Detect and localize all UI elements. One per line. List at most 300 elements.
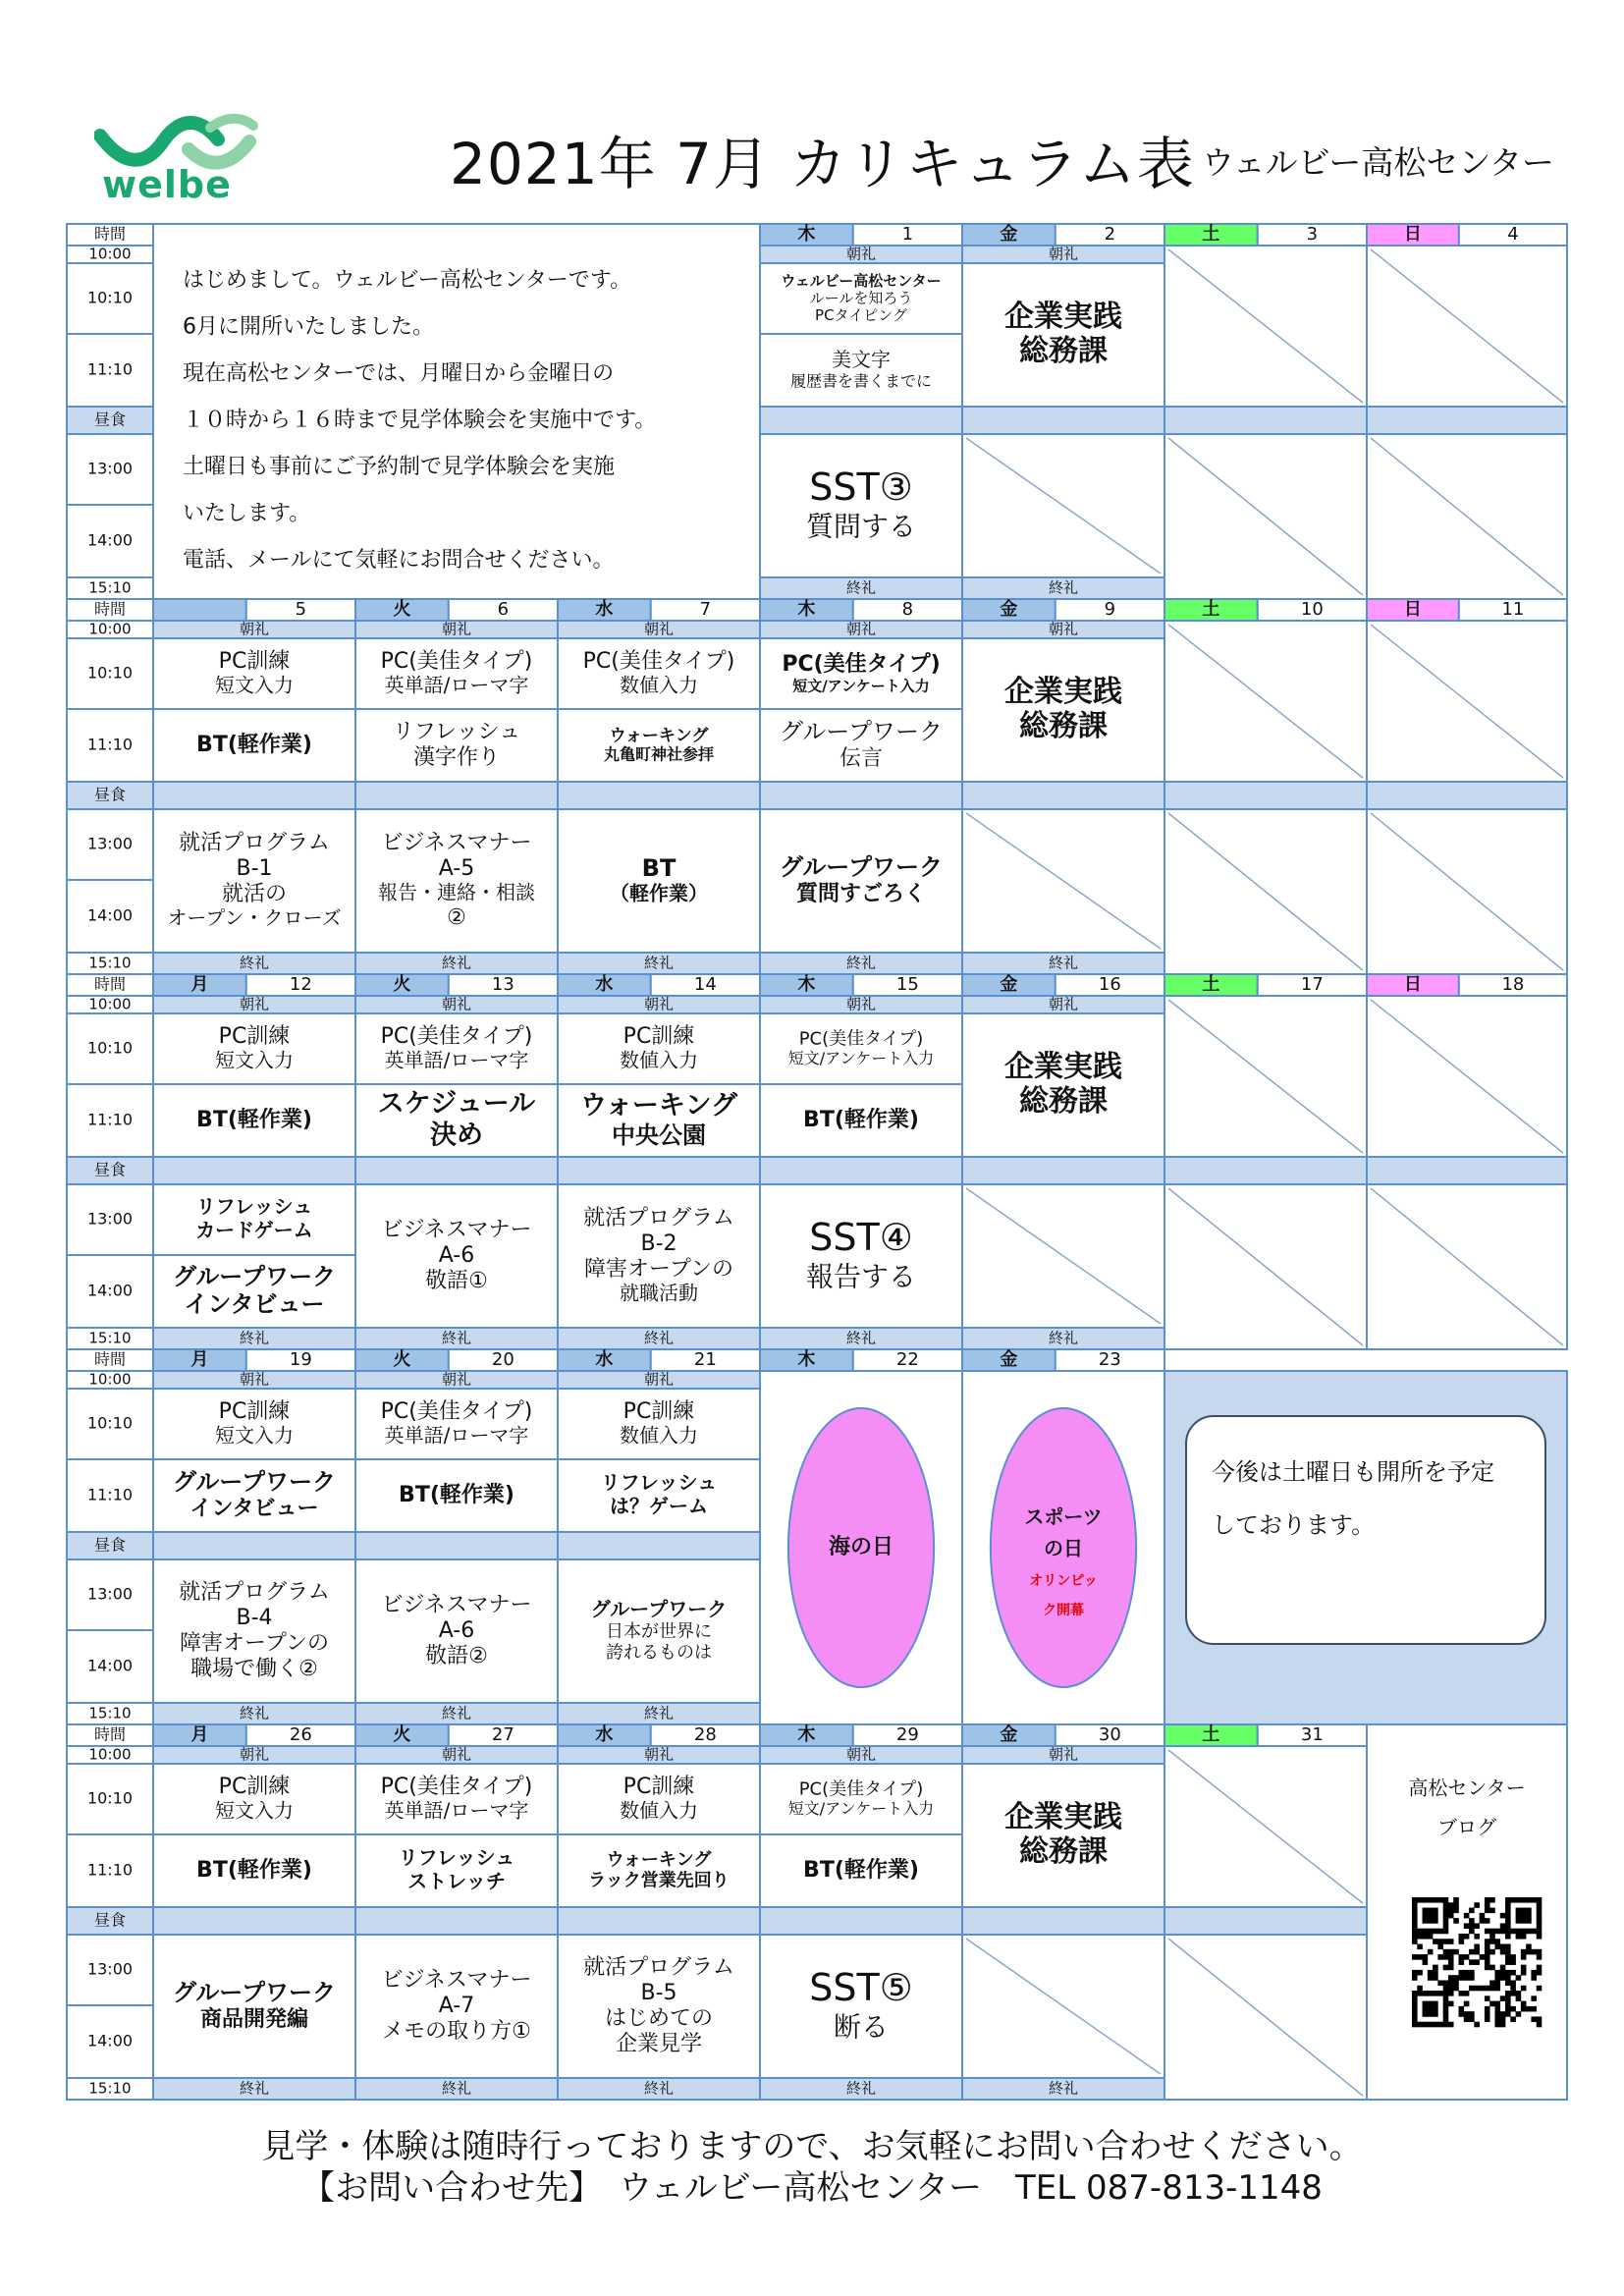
weekday-label: 火 (393, 1349, 411, 1370)
qr-module (1412, 1923, 1418, 1929)
qr-module (1448, 1902, 1454, 1908)
qr-module (1443, 2001, 1449, 2007)
qr-module (1417, 1934, 1423, 1940)
qr-module (1433, 1897, 1438, 1903)
activity-text: 伝言 (839, 746, 884, 772)
qr-module (1521, 1949, 1527, 1955)
activity-text: （軽作業） (610, 881, 708, 905)
qr-module (1417, 1944, 1423, 1950)
activity-text: 断る (833, 2010, 890, 2044)
qr-module (1433, 1939, 1438, 1944)
qr-module (1537, 1923, 1543, 1929)
qr-module (1459, 2011, 1465, 2017)
qr-module (1453, 1980, 1459, 1986)
qr-module (1505, 1980, 1511, 1986)
qr-module (1469, 1923, 1475, 1929)
time-1110-label: 11:10 (86, 1860, 134, 1880)
blog-label: ブログ (1437, 1815, 1496, 1839)
qr-module (1464, 2016, 1470, 2022)
qr-module (1489, 1965, 1495, 1971)
lunch-cell (153, 782, 355, 809)
qr-module (1485, 1954, 1490, 1960)
qr-module (1510, 2006, 1516, 2012)
date-label: 17 (1300, 974, 1324, 995)
qr-module (1469, 2016, 1475, 2022)
lunch-cell (558, 1907, 760, 1935)
qr-module (1448, 1986, 1454, 1992)
activity-text: 総務課 (1019, 334, 1108, 369)
date-label: 6 (497, 599, 510, 620)
center-name: ウェルビー高松センター (1202, 143, 1555, 182)
qr-module (1428, 1913, 1434, 1919)
time-1010-label: 10:10 (86, 1413, 134, 1433)
qr-module (1526, 1897, 1532, 1903)
time-1110-label: 11:10 (86, 1485, 134, 1504)
qr-module (1537, 1934, 1543, 1940)
intro-text: 6月に開所いたしました。 (183, 314, 434, 340)
qr-module (1428, 2011, 1434, 2017)
qr-module (1417, 1897, 1423, 1903)
qr-module (1505, 2006, 1511, 2012)
date-label: 1 (901, 224, 914, 245)
qr-module (1489, 1949, 1495, 1955)
time-1010-label: 10:10 (86, 1038, 134, 1058)
activity-text: 短文入力 (215, 1423, 294, 1448)
qr-module (1505, 1975, 1511, 1981)
qr-module (1443, 1986, 1449, 1992)
qr-module (1537, 1970, 1543, 1976)
qr-module (1510, 1970, 1516, 1976)
qr-module (1433, 1991, 1438, 1996)
holiday-sublabel: オリンピッ (1029, 1573, 1098, 1589)
qr-module (1516, 1897, 1522, 1903)
qr-module (1459, 1934, 1465, 1940)
qr-module (1428, 1918, 1434, 1924)
qr-module (1412, 2006, 1418, 2012)
activity-text: 障害オープンの (179, 1630, 330, 1656)
activity-text: 英単語/ローマ字 (384, 673, 529, 697)
footer-contact: 【お問い合わせ先】 ウェルビー高松センター TEL 087-813-1148 (301, 2168, 1323, 2208)
activity-text: 数値入力 (620, 673, 698, 697)
weekday-cell (153, 599, 246, 621)
qr-module (1485, 1949, 1490, 1955)
date-label: 15 (895, 974, 919, 995)
qr-module (1516, 1991, 1522, 1996)
qr-module (1443, 1980, 1449, 1986)
qr-module (1485, 1902, 1490, 1908)
chorei-label: 朝礼 (643, 1370, 675, 1389)
activity-text: ビジネスマナー (381, 1968, 532, 1994)
qr-module (1423, 2001, 1429, 2007)
qr-module (1433, 2011, 1438, 2017)
qr-module (1412, 1934, 1418, 1940)
chorei-label: 朝礼 (1048, 1745, 1079, 1764)
page-title: 2021年 7月 カリキュラム表 (450, 131, 1195, 197)
date-label: 19 (289, 1349, 312, 1370)
weekday-label: 水 (595, 1349, 614, 1370)
qr-module (1459, 1959, 1465, 1965)
shurei-label: 終礼 (1048, 2079, 1079, 2098)
qr-module (1531, 1970, 1537, 1976)
activity-text: 短文入力 (215, 1048, 294, 1072)
activity-text: ビジネスマナー (381, 1593, 532, 1618)
qr-module (1423, 2022, 1429, 2028)
activity-text: メモの取り方① (382, 2018, 531, 2044)
qr-module (1448, 1939, 1454, 1944)
activity-text: 報告・連絡・相談 (378, 880, 535, 904)
lunch-cell (153, 1532, 355, 1559)
qr-module (1437, 1939, 1443, 1944)
qr-module (1417, 1991, 1423, 1996)
date-label: 20 (491, 1349, 514, 1370)
qr-module (1412, 1991, 1418, 1996)
activity-text: 就活の (221, 882, 288, 907)
weekday-label: 金 (1000, 1724, 1018, 1745)
chorei-label: 朝礼 (441, 620, 472, 638)
qr-module (1474, 1944, 1480, 1950)
shurei-label: 終礼 (239, 954, 270, 972)
qr-module (1485, 1929, 1490, 1935)
activity-text: 企業実践 (1004, 299, 1122, 334)
qr-module (1474, 1949, 1480, 1955)
qr-module (1423, 1918, 1429, 1924)
qr-module (1521, 1970, 1527, 1976)
qr-module (1412, 1918, 1418, 1924)
holiday-sublabel: ク開幕 (1043, 1603, 1084, 1618)
qr-module (1516, 1918, 1522, 1924)
activity-text: 決め (430, 1120, 483, 1151)
qr-module (1521, 1954, 1527, 1960)
time-label: 時間 (93, 1349, 127, 1369)
qr-module (1500, 1965, 1506, 1971)
qr-module (1521, 1897, 1527, 1903)
qr-module (1510, 1897, 1516, 1903)
time-1300-label: 13:00 (86, 834, 134, 853)
qr-module (1437, 1929, 1443, 1935)
activity-text: A-6 (438, 1618, 475, 1643)
qr-module (1521, 1918, 1527, 1924)
qr-module (1448, 1965, 1454, 1971)
qr-module (1464, 1913, 1470, 1919)
qr-module (1521, 1913, 1527, 1919)
qr-module (1489, 1986, 1495, 1992)
chorei-label: 朝礼 (441, 995, 472, 1013)
activity-text: 中央公園 (612, 1121, 706, 1149)
qr-module (1485, 1918, 1490, 1924)
chorei-label: 朝礼 (239, 1745, 270, 1764)
qr-module (1423, 1991, 1429, 1996)
activity-text: 数値入力 (620, 1048, 698, 1072)
qr-module (1485, 1908, 1490, 1914)
qr-module (1505, 1991, 1511, 1996)
date-label: 14 (693, 974, 717, 995)
qr-module (1494, 2001, 1500, 2007)
lunch-cell (153, 1907, 355, 1935)
activity-text: 英単語/ローマ字 (384, 1423, 529, 1448)
weekday-label: 土 (1202, 1724, 1220, 1745)
activity-text: リフレッシュ (398, 1845, 515, 1870)
activity-text: PC(美佳タイプ) (582, 649, 735, 675)
weekday-label: 水 (595, 599, 614, 620)
activity-text: 敬語② (425, 1643, 488, 1668)
qr-module (1500, 1929, 1506, 1935)
weekday-label: 金 (1000, 1349, 1018, 1370)
qr-module (1489, 1908, 1495, 1914)
qr-module (1428, 1897, 1434, 1903)
qr-module (1464, 1923, 1470, 1929)
date-label: 10 (1300, 599, 1324, 620)
date-label: 23 (1098, 1349, 1121, 1370)
qr-module (1464, 1991, 1470, 1996)
logo-text: welbe (102, 163, 232, 206)
qr-module (1510, 1986, 1516, 1992)
qr-module (1423, 1954, 1429, 1960)
qr-module (1443, 1908, 1449, 1914)
shurei-label: 終礼 (845, 954, 877, 972)
qr-module (1448, 1980, 1454, 1986)
qr-module (1480, 1954, 1486, 1960)
qr-module (1510, 1954, 1516, 1960)
activity-text: 美文字 (832, 348, 891, 372)
weekend-lunch-cell (1367, 1157, 1567, 1184)
activity-text: グループワーク (172, 1979, 337, 2007)
qr-module (1505, 1913, 1511, 1919)
qr-module (1428, 1975, 1434, 1981)
qr-module (1469, 1908, 1475, 1914)
qr-module (1423, 1934, 1429, 1940)
qr-module (1531, 1949, 1537, 1955)
lunch-cell (962, 782, 1164, 809)
qr-module (1526, 1944, 1532, 1950)
qr-module (1510, 1980, 1516, 1986)
qr-module (1448, 1954, 1454, 1960)
qr-module (1433, 1908, 1438, 1914)
qr-module (1505, 2011, 1511, 2017)
qr-module (1443, 2011, 1449, 2017)
qr-module (1423, 1959, 1429, 1965)
activity-text: リフレッシュ (600, 1470, 718, 1495)
time-1510-label: 15:10 (88, 954, 132, 972)
qr-module (1500, 2016, 1506, 2022)
qr-module (1443, 1939, 1449, 1944)
time-1510-label: 15:10 (88, 1704, 132, 1722)
qr-module (1489, 1934, 1495, 1940)
footer-note: 見学・体験は随時行っておりますので、お気軽にお問い合わせください。 (261, 2127, 1363, 2166)
lunch-label: 昼食 (93, 785, 127, 804)
time-1300-label: 13:00 (86, 1209, 134, 1229)
holiday-label: の日 (1044, 1536, 1083, 1560)
qr-module (1500, 2011, 1506, 2017)
date-label: 30 (1098, 1724, 1121, 1745)
activity-text: 企業実践 (1004, 1049, 1122, 1084)
qr-module (1526, 1908, 1532, 1914)
activity-text: 日本が世界に (606, 1621, 712, 1643)
activity-text: 就職活動 (620, 1281, 698, 1305)
shurei-label: 終礼 (441, 954, 472, 972)
lunch-cell (558, 782, 760, 809)
qr-module (1485, 2011, 1490, 2017)
activity-text: 就活プログラム (583, 1206, 734, 1231)
activity-text: 履歴書を書くまでに (789, 371, 933, 391)
activity-text: ラック営業先回り (588, 1870, 730, 1891)
qr-module (1537, 1902, 1543, 1908)
weekend-lunch-cell (1164, 407, 1367, 434)
qr-module (1464, 1970, 1470, 1976)
qr-module (1516, 1913, 1522, 1919)
qr-module (1489, 1980, 1495, 1986)
qr-module (1526, 1918, 1532, 1924)
qr-module (1531, 2016, 1537, 2022)
qr-module (1489, 1929, 1495, 1935)
qr-module (1443, 1949, 1449, 1955)
lunch-label: 昼食 (93, 410, 127, 429)
time-1000-label: 10:00 (88, 620, 132, 638)
qr-module (1448, 2001, 1454, 2007)
intro-text: 電話、メールにて気軽にお問合せください。 (183, 548, 615, 573)
qr-module (1537, 1918, 1543, 1924)
qr-module (1537, 1929, 1543, 1935)
chorei-label: 朝礼 (1048, 995, 1079, 1013)
time-label: 時間 (93, 224, 127, 244)
qr-module (1433, 1975, 1438, 1981)
activity-text: ビジネスマナー (381, 1218, 532, 1243)
qr-module (1521, 2001, 1527, 2007)
qr-module (1505, 1918, 1511, 1924)
qr-module (1443, 1897, 1449, 1903)
shurei-label: 終礼 (845, 2079, 877, 2098)
qr-module (1500, 1970, 1506, 1976)
qr-module (1505, 1954, 1511, 1960)
qr-module (1526, 1929, 1532, 1935)
time-1400-label: 14:00 (86, 2031, 134, 2050)
qr-module (1500, 1995, 1506, 2001)
qr-module (1443, 2022, 1449, 2028)
qr-module (1412, 1908, 1418, 1914)
time-1110-label: 11:10 (86, 735, 134, 754)
qr-module (1412, 1913, 1418, 1919)
date-label: 13 (491, 974, 514, 995)
qr-module (1412, 1897, 1418, 1903)
activity-text: グループワーク (172, 1262, 337, 1290)
qr-module (1448, 1959, 1454, 1965)
qr-module (1531, 1995, 1537, 2001)
activity-text: オープン・クローズ (167, 905, 342, 930)
lunch-cell (962, 1907, 1164, 1935)
qr-module (1516, 1908, 1522, 1914)
activity-text: B-5 (640, 1981, 677, 2006)
time-1510-label: 15:10 (88, 2079, 132, 2098)
qr-module (1417, 1970, 1423, 1976)
intro-text: はじめまして。ウェルビー高松センターです。 (183, 268, 632, 293)
qr-module (1433, 2006, 1438, 2012)
qr-module (1474, 1923, 1480, 1929)
activity-text: 就活プログラム (179, 831, 330, 856)
qr-module (1505, 1949, 1511, 1955)
time-1000-label: 10:00 (88, 995, 132, 1013)
activity-text: PC訓練 (623, 1399, 695, 1425)
qr-module (1412, 1929, 1418, 1935)
qr-module (1453, 1908, 1459, 1914)
intro-text: 現在高松センターでは、月曜日から金曜日の (183, 361, 615, 386)
activity-text: グループワーク (590, 1597, 728, 1621)
date-label: 2 (1104, 224, 1116, 245)
activity-text: ルールを知ろう (809, 289, 913, 307)
lunch-cell (962, 407, 1164, 434)
lunch-cell (355, 1907, 558, 1935)
time-1110-label: 11:10 (86, 1110, 134, 1129)
qr-module (1437, 1980, 1443, 1986)
qr-module (1433, 1913, 1438, 1919)
qr-module (1485, 1995, 1490, 2001)
lunch-label: 昼食 (93, 1160, 127, 1179)
date-label: 28 (693, 1724, 717, 1745)
activity-text: 誇れるものは (606, 1642, 712, 1664)
activity-text: B-4 (236, 1606, 273, 1631)
qr-module (1433, 2001, 1438, 2007)
time-label: 時間 (93, 974, 127, 994)
qr-module (1526, 1949, 1532, 1955)
activity-text: スケジュール (377, 1088, 536, 1120)
qr-module (1464, 1975, 1470, 1981)
activity-text: 職場で働く② (190, 1656, 318, 1681)
qr-module (1474, 1959, 1480, 1965)
holiday-label: 海の日 (828, 1535, 894, 1559)
qr-module (1494, 1986, 1500, 1992)
qr-module (1489, 2001, 1495, 2007)
qr-module (1443, 2006, 1449, 2012)
activity-text: 就活プログラム (179, 1580, 330, 1606)
lunch-label: 昼食 (93, 1910, 127, 1930)
activity-text: PC(美佳タイプ) (798, 1778, 924, 1800)
activity-text: 英単語/ローマ字 (384, 1798, 529, 1823)
weekday-label: 火 (393, 599, 411, 620)
qr-module (1412, 1995, 1418, 2001)
activity-text: グループワーク (779, 853, 944, 882)
time-1000-label: 10:00 (88, 1745, 132, 1764)
weekday-label: 月 (190, 1349, 209, 1370)
shurei-label: 終礼 (643, 2079, 675, 2098)
qr-module (1505, 2001, 1511, 2007)
qr-module (1443, 1929, 1449, 1935)
activity-text: BT (641, 854, 677, 883)
qr-module (1417, 1929, 1423, 1935)
lunch-cell (760, 782, 962, 809)
chorei-label: 朝礼 (845, 245, 877, 263)
qr-module (1428, 1929, 1434, 1935)
qr-module (1531, 1929, 1537, 1935)
activity-text: PCタイピング (815, 306, 907, 325)
activity-text: 質問する (805, 510, 917, 543)
qr-module (1537, 1908, 1543, 1914)
qr-module (1443, 1923, 1449, 1929)
qr-module (1531, 1975, 1537, 1981)
activity-text: 総務課 (1019, 1084, 1108, 1120)
qr-module (1448, 1908, 1454, 1914)
qr-module (1412, 1954, 1418, 1960)
lunch-cell (558, 1532, 760, 1559)
lunch-cell (355, 1532, 558, 1559)
qr-module (1485, 1944, 1490, 1950)
activity-text: PC訓練 (218, 1024, 291, 1050)
qr-module (1412, 1975, 1418, 1981)
qr-module (1412, 2001, 1418, 2007)
time-1300-label: 13:00 (86, 1959, 134, 1979)
lunch-cell (355, 782, 558, 809)
qr-module (1437, 2022, 1443, 2028)
activity-text: 企業実践 (1004, 674, 1122, 709)
qr-module (1531, 1897, 1537, 1903)
qr-module (1500, 1949, 1506, 1955)
